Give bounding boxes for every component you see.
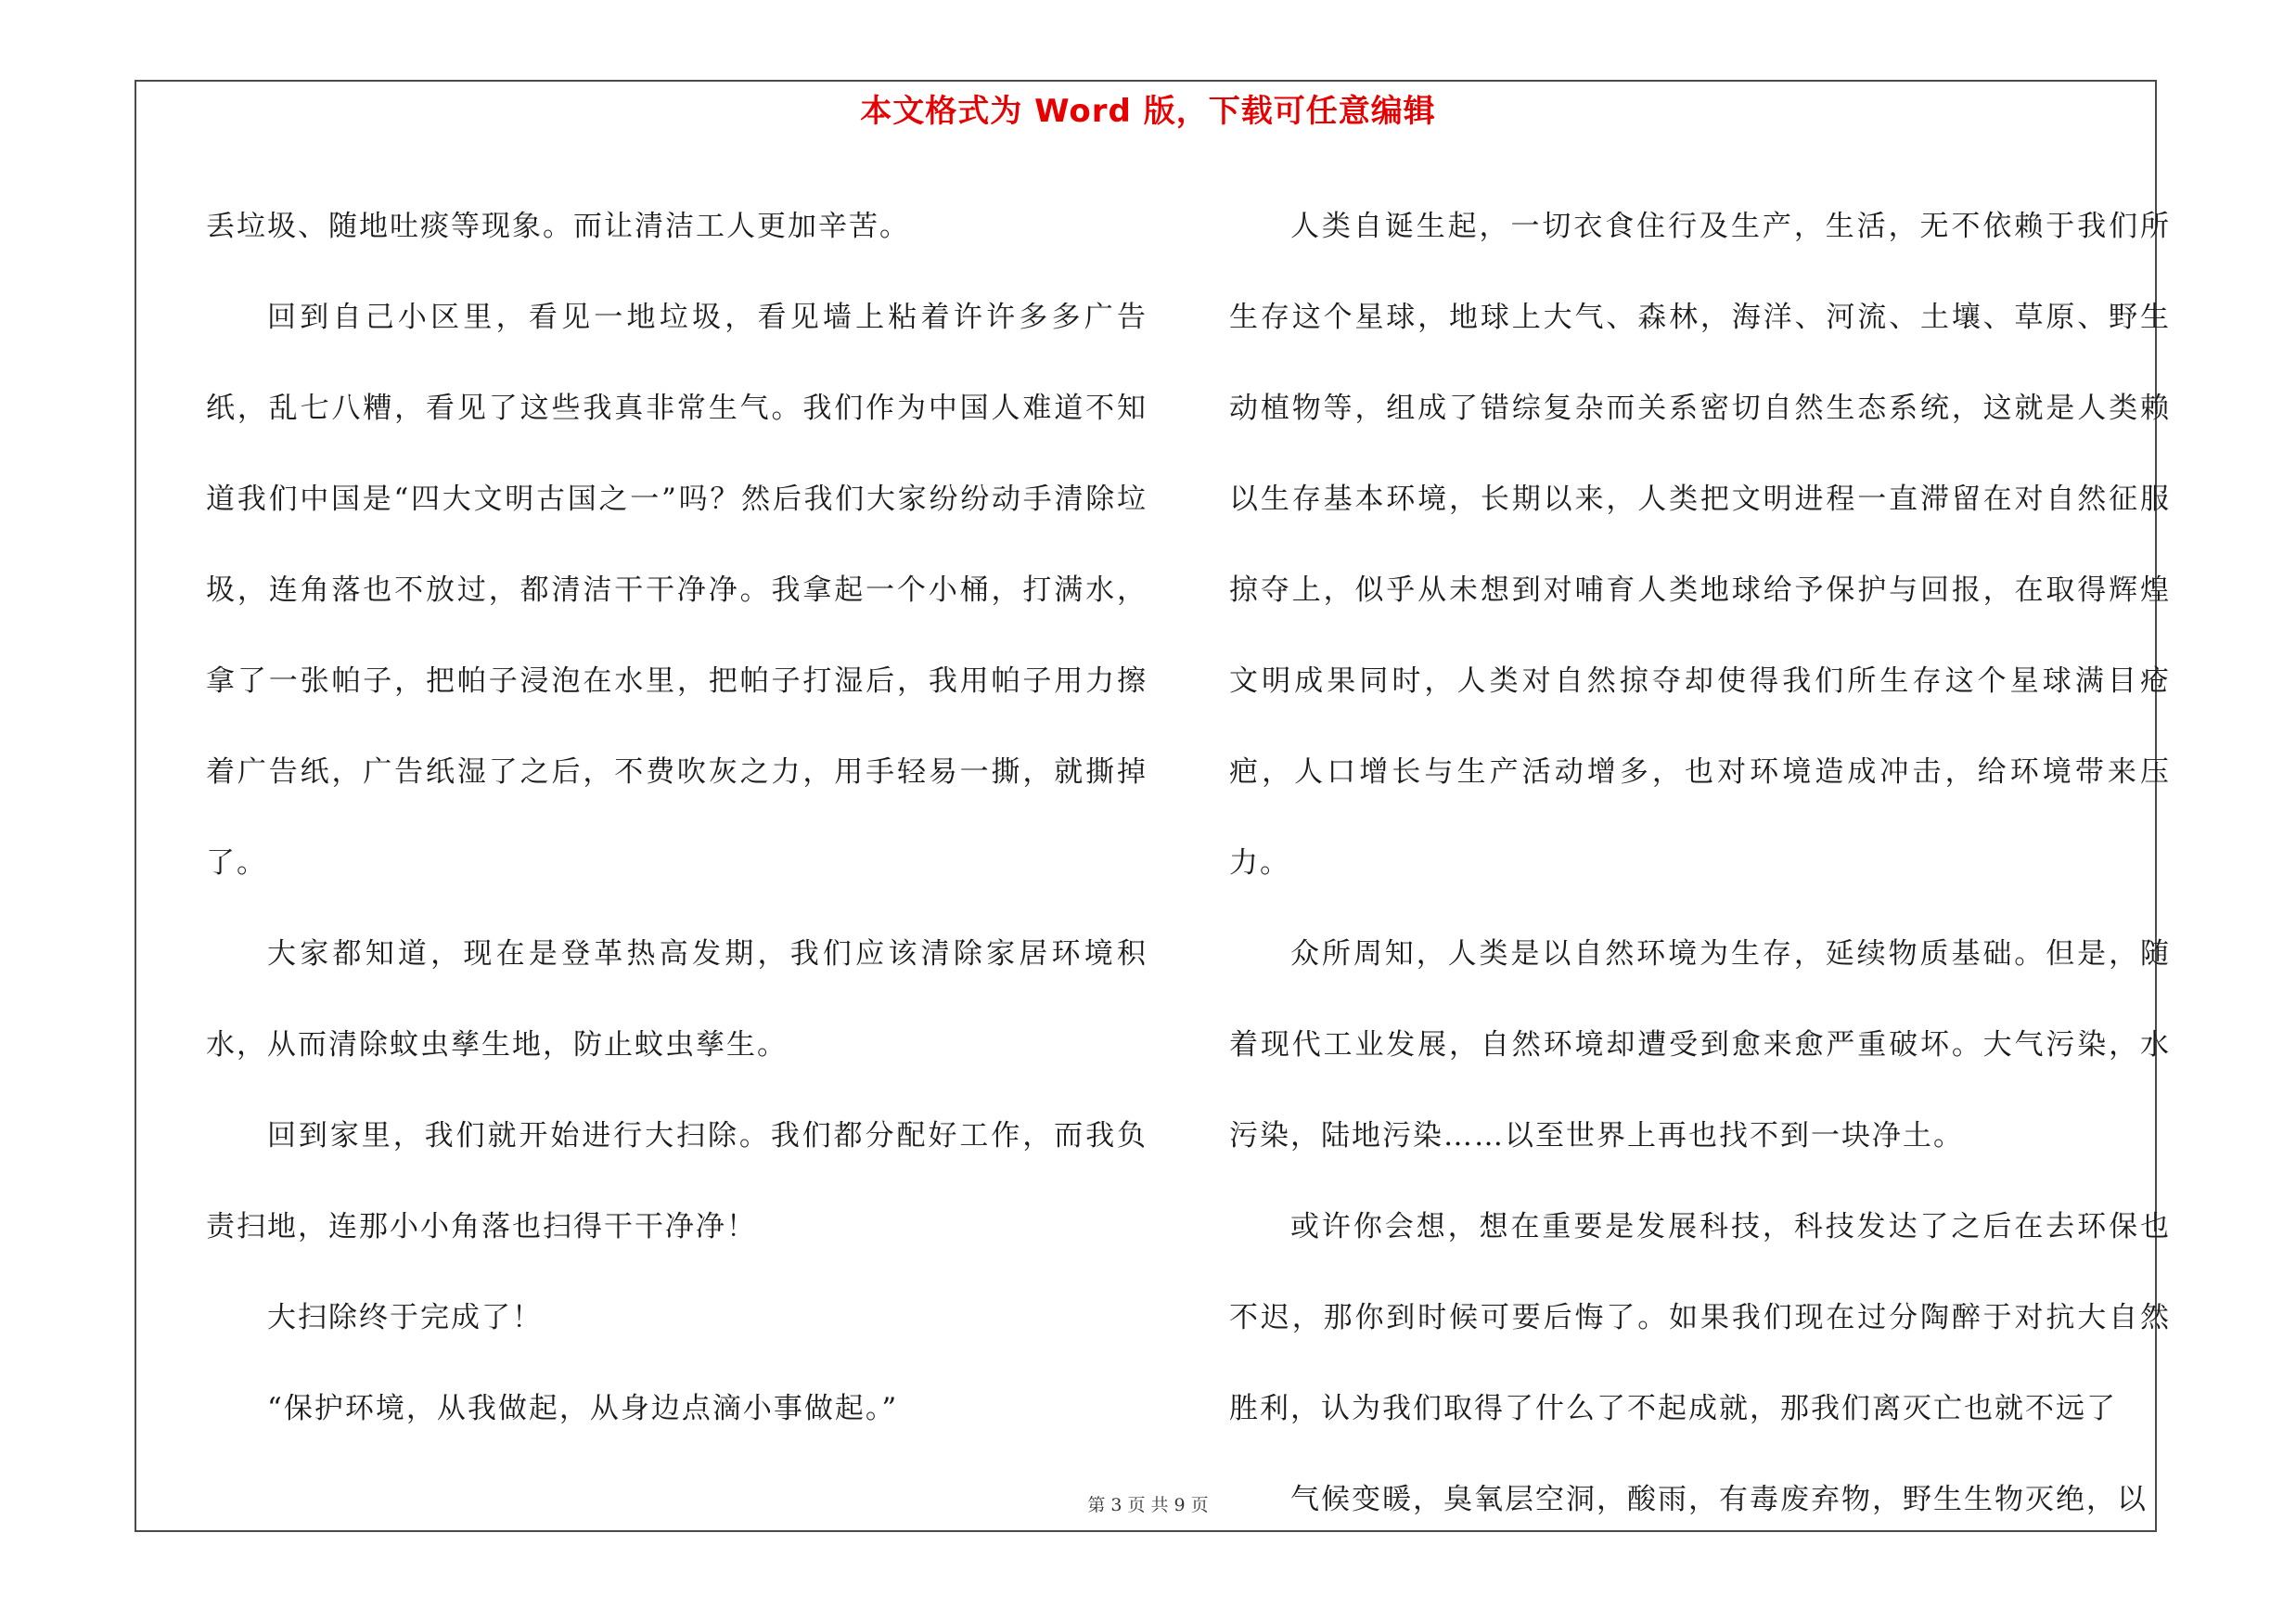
paragraph: 众所周知，人类是以自然环境为生存，延续物质基础。但是，随着现代工业发展，自然环境却遭受到愈来愈严重破坏。大气污染，水污染，陆地污染……以至世界上再也找不到一块净土。	[1229, 937, 2171, 1153]
page-indicator: 第 3 页 共 9 页	[1087, 1495, 1209, 1515]
paragraph: “保护环境，从我做起，从身边点滴小事做起。”	[267, 1392, 899, 1425]
paragraph: 人类自诞生起，一切衣食住行及生产，生活，无不依赖于我们所生存这个星球，地球上大气、森林，海洋、河流、土壤、草原、野生动植物等，组成了错综复杂而关系密切自然生态系统，这就是人类赖以生存基本环境，长期以来，人类把文明进程一直滞留在对自然征服掠夺上，似乎从未想到对哺育人类地球给予保护与回报，在取得辉煌文明成果同时，人类对自然掠夺却使得我们所生存这个星球满目疮疤，人口增长与生产活动增多，也对环境造成冲击，给环境带来压力。	[1229, 210, 2171, 880]
paragraph: 大家都知道，现在是登革热高发期，我们应该清除家居环境积水，从而清除蚊虫孳生地，防止蚊虫孳生。	[206, 937, 1148, 1062]
left-column	[206, 181, 1148, 1454]
header-banner: 本文格式为 Word 版，下载可任意编辑	[860, 93, 1436, 130]
paragraph: 回到自己小区里，看见一地垃圾，看见墙上粘着许许多多广告纸，乱七八糟，看见了这些我真非常生气。我们作为中国人难道不知道我们中国是“四大文明古国之一”吗？然后我们大家纷纷动手清除垃圾，连角落也不放过，都清洁干干净净。我拿起一个小桶，打满水，拿了一张帕子，把帕子浸泡在水里，把帕子打湿后，我用帕子用力擦着广告纸，广告纸湿了之后，不费吹灰之力，用手轻易一撕，就撕掉了。	[206, 301, 1148, 880]
paragraph: 或许你会想，想在重要是发展科技，科技发达了之后在去环保也不迟，那你到时候可要后悔了。如果我们现在过分陶醉于对抗大自然胜利，认为我们取得了什么了不起成就，那我们离灭亡也就不远了	[1229, 1210, 2171, 1425]
paragraph: 大扫除终于完成了！	[267, 1301, 543, 1334]
right-column	[1229, 181, 2171, 1545]
paragraph: 回到家里，我们就开始进行大扫除。我们都分配好工作，而我负责扫地，连那小小角落也扫得干干净净！	[206, 1119, 1148, 1243]
paragraph: 气候变暖，臭氧层空洞，酸雨，有毒废弃物，野生生物灭绝，以	[1290, 1483, 2148, 1516]
paragraph: 丢垃圾、随地吐痰等现象。而让清洁工人更加辛苦。	[206, 210, 910, 243]
